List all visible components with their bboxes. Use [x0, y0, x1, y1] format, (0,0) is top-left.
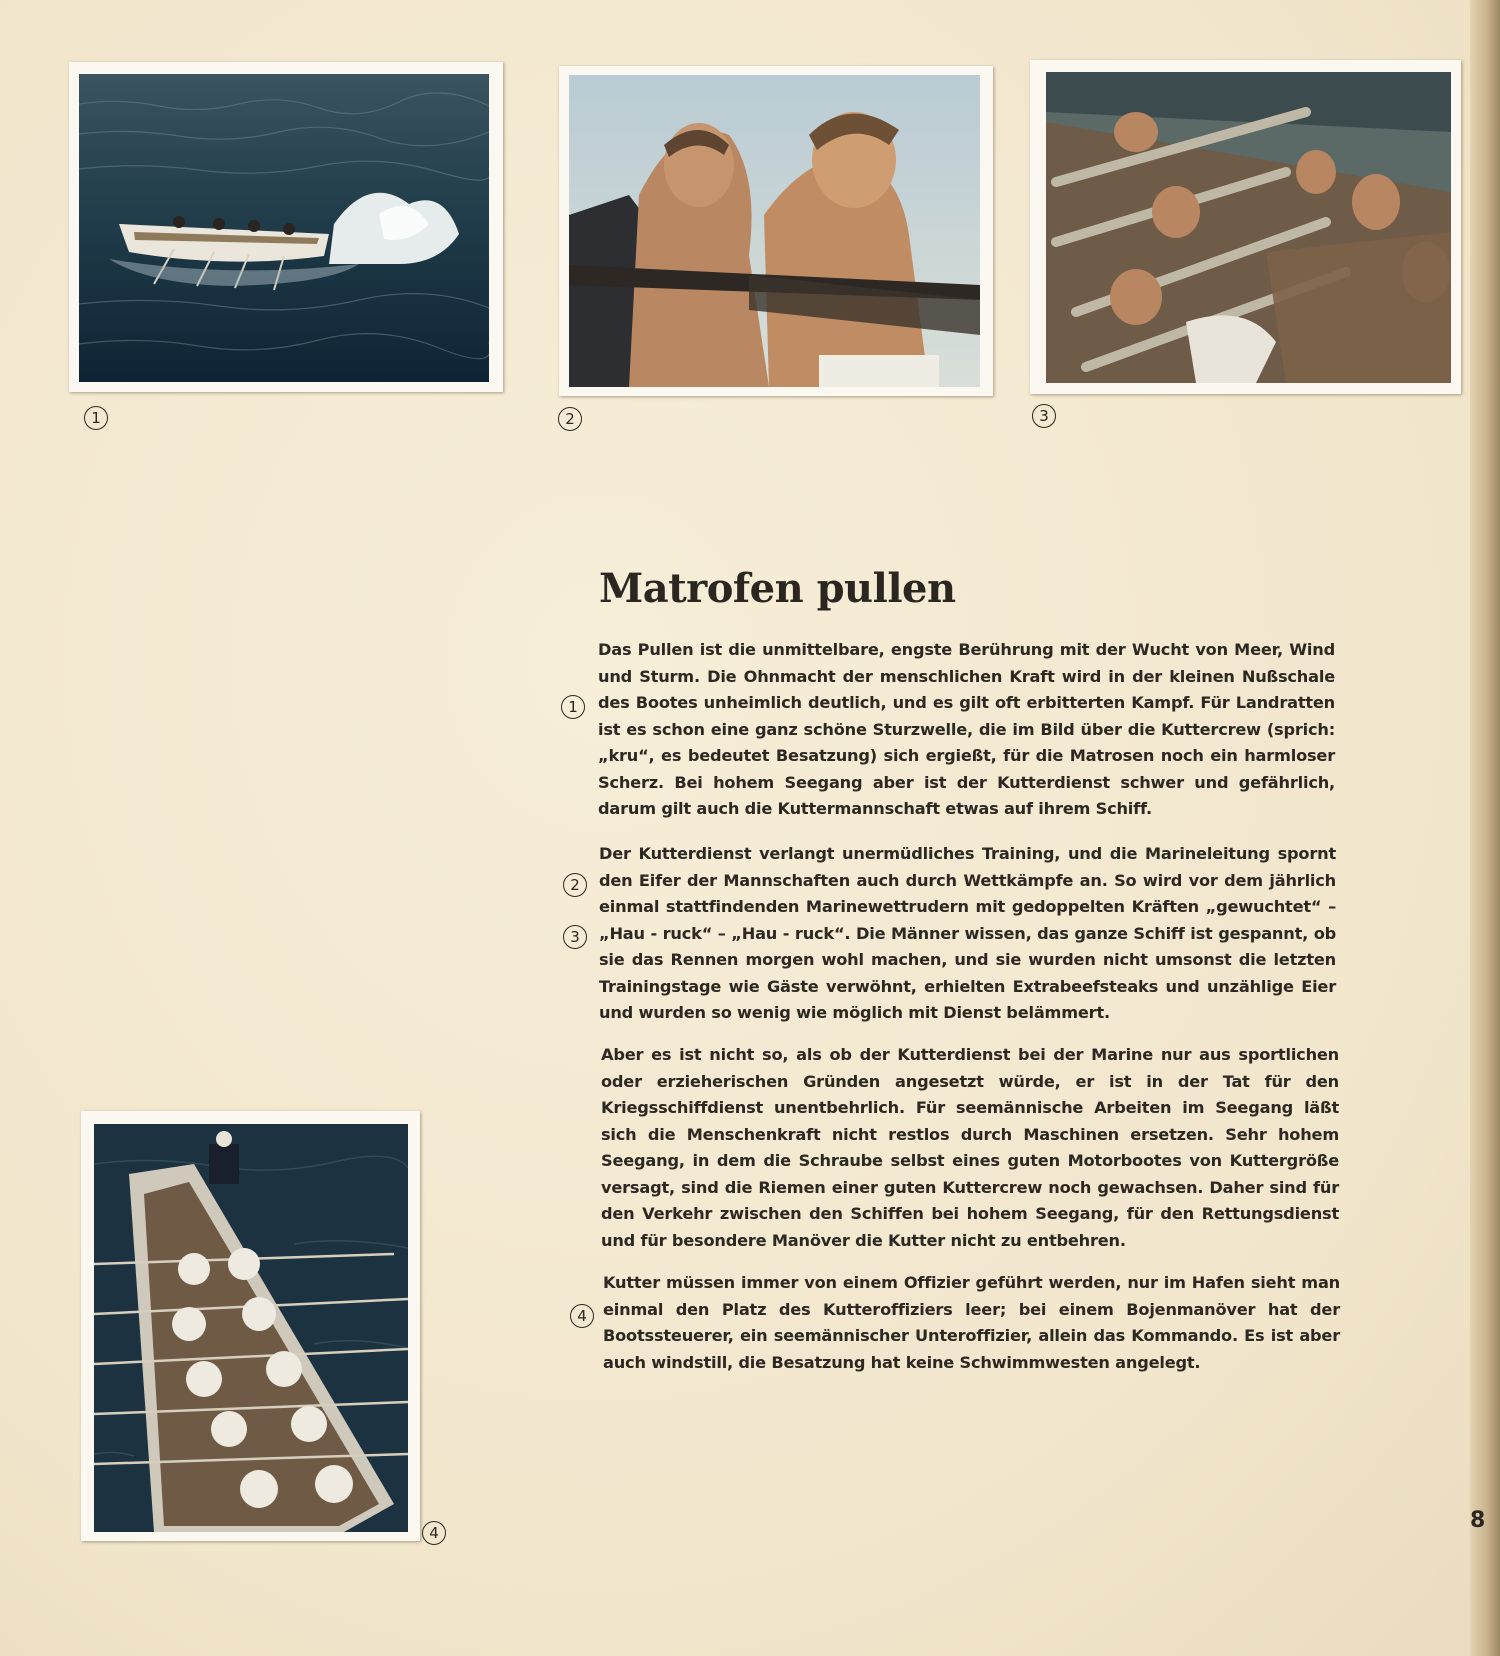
article-title: Matrofen pullen	[599, 565, 956, 612]
text-marker-3: 3	[563, 925, 587, 949]
page-number: 8	[1470, 1508, 1486, 1533]
photo-marker-2: 2	[558, 407, 582, 431]
photo-two-rowers	[569, 75, 980, 387]
article-paragraph-2: Der Kutterdienst verlangt unermüdliches Training, und die Marineleitung spornt den Eifer der Mannschaften auch durch Wettkämpfe an. So wird vor dem jährlich einmal stattfindenden Marinewettrudern mit gedoppelten Kräften „gewuchtet“ – „Hau - ruck“ – „Hau - ruck“. Die Männer wissen, das ganze Schiff ist gespannt, ob sie das Rennen morgen wohl machen, und sie wurden nicht umsonst die letzten Trainingstage wie Gäste verwöhnt, erhielten Extrabeefsteaks und unzählige Eier und wurden so wenig wie möglich mit Dienst belämmert.	[599, 844, 1336, 1022]
photo-card-2	[559, 66, 993, 396]
photo-rowers-pulling	[1046, 72, 1451, 383]
text-marker-4: 4	[570, 1304, 594, 1328]
photo-card-3	[1030, 60, 1461, 394]
article-paragraph-1: Das Pullen ist die unmittelbare, engste Berührung mit der Wucht von Meer, Wind und Sturm. Die Ohnmacht der menschlichen Kraft wird in der kleinen Nußschale des Bootes unheimlich deutlich, und es gilt oft erbitterten Kampf. Für Landratten ist es schon eine ganz schöne Sturzwelle, die im Bild über die Kuttercrew (sprich: „kru“, es bedeutet Besatzung) sich ergießt, für die Matrosen noch ein harmloser Scherz. Bei hohem Seegang aber ist der Kutterdienst schwer und gefährlich, darum gilt auch die Kuttermannschaft etwas auf ihrem Schiff.	[598, 640, 1335, 818]
text-marker-1: 1	[561, 695, 585, 719]
photo-marker-4: 4	[422, 1521, 446, 1545]
page-edge-shadow	[1470, 0, 1500, 1656]
text-marker-2: 2	[563, 873, 587, 897]
photo-marker-1: 1	[84, 406, 108, 430]
photo-boat-above	[94, 1124, 408, 1532]
photo-card-1	[69, 62, 503, 392]
photo-marker-3: 3	[1032, 404, 1056, 428]
article-paragraph-3: Aber es ist nicht so, als ob der Kutterdienst bei der Marine nur aus sportlichen oder erzieherischen Gründen angesetzt würde, er ist in der Tat für den Kriegsschiffdienst unentbehrlich. Für seemännische Arbeiten im Seegang läßt sich die Menschenkraft nicht restlos durch Maschinen ersetzen. Sehr hohem Seegang, in dem die Schraube selbst eines guten Motorbootes von Kuttergröße versagt, sind die Riemen einer guten Kuttercrew noch gewachsen. Daher sind für den Verkehr zwischen den Schiffen bei hohem Seegang, für den Rettungsdienst und für besondere Manöver die Kutter nicht zu entbehren.	[601, 1045, 1339, 1250]
photo-card-4	[81, 1111, 420, 1541]
article-paragraph-4: Kutter müssen immer von einem Offizier geführt werden, nur im Hafen sieht man einmal den Platz des Kutteroffiziers leer; bei einem Bojenmanöver hat der Bootssteuerer, ein seemännischer Unteroffizier, allein das Kommando. Es ist aber auch windstill, die Besatzung hat keine Schwimmwesten angelegt.	[603, 1273, 1340, 1372]
photo-boat-wave	[79, 74, 489, 382]
